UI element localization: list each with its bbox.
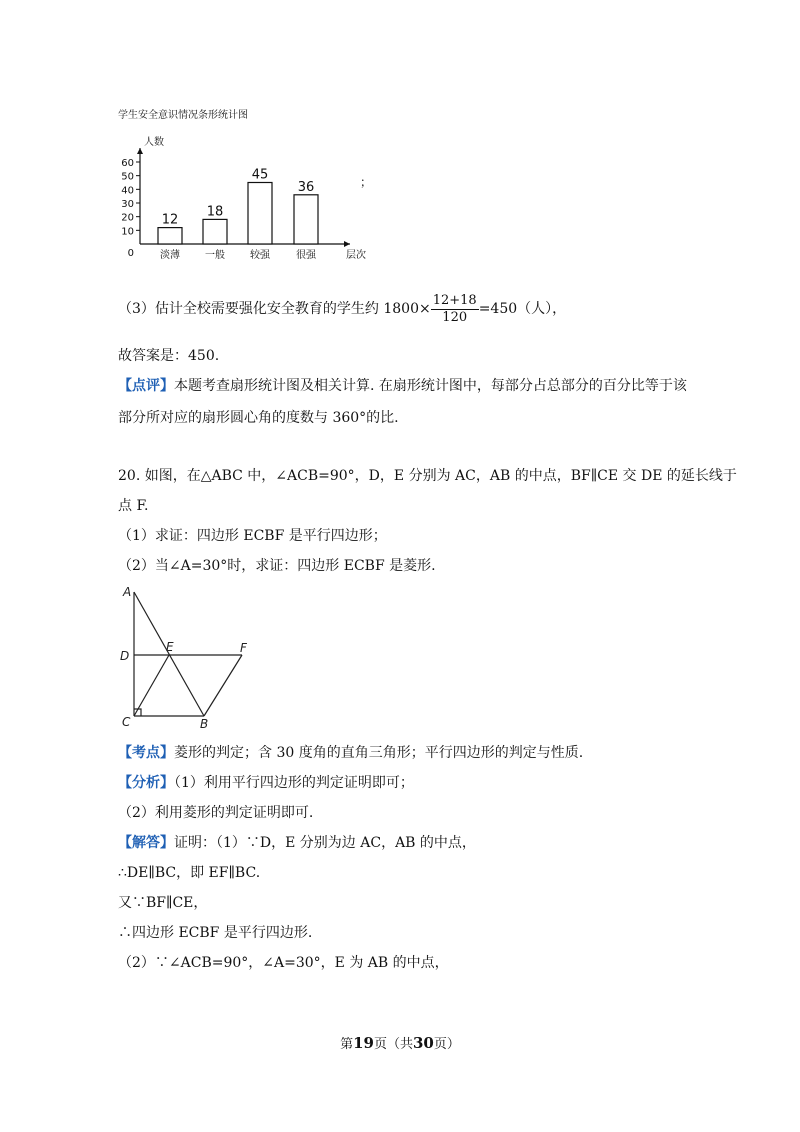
y-axis-arrow bbox=[137, 148, 143, 154]
jieda-line bbox=[118, 833, 476, 853]
chart-title: 学生安全意识情况条形统计图 bbox=[118, 110, 248, 121]
footer-page-number: 19 bbox=[353, 1034, 374, 1052]
q3-line bbox=[118, 292, 566, 326]
y-tick-label: 50 bbox=[121, 171, 134, 183]
footer-pre: 第 bbox=[340, 1037, 354, 1052]
solution-step-1: ∴DE∥BC，即 EF∥BC. bbox=[118, 865, 261, 881]
q3-denominator: 120 bbox=[442, 309, 468, 325]
footer-post: 页） bbox=[433, 1037, 460, 1052]
label-d: D bbox=[120, 649, 130, 663]
bar bbox=[248, 183, 272, 245]
fenxi-line bbox=[118, 773, 414, 793]
x-axis-label: 层次 bbox=[346, 250, 366, 261]
x-axis-arrow bbox=[344, 241, 350, 247]
segment-bf bbox=[204, 655, 242, 716]
bar bbox=[294, 195, 318, 244]
data-label: 12 bbox=[161, 212, 179, 228]
jieda-text: 证明：（1）∵D，E 分别为边 AC，AB 的中点， bbox=[174, 835, 476, 851]
comment-line-2: 部分所对应的扇形圆心角的度数与 360°的比. bbox=[118, 410, 399, 426]
label-f: F bbox=[240, 641, 247, 655]
category-label: 淡薄 bbox=[160, 250, 180, 261]
data-label: 18 bbox=[206, 204, 224, 220]
y-axis-label: 人数 bbox=[144, 137, 164, 148]
bar-chart bbox=[112, 106, 372, 271]
label-a: A bbox=[123, 585, 132, 599]
problem20-line-2: 点 F. bbox=[118, 498, 149, 514]
category-label: 较强 bbox=[250, 250, 270, 261]
answer-line: 故答案是：450. bbox=[118, 348, 220, 364]
y-tick-label: 10 bbox=[121, 226, 134, 238]
bar bbox=[158, 228, 182, 244]
comment-line-1 bbox=[118, 376, 687, 396]
y-tick-label: 60 bbox=[121, 158, 134, 169]
problem20-part-1: （1）求证：四边形 ECBF 是平行四边形； bbox=[118, 528, 387, 544]
data-label: 45 bbox=[251, 167, 269, 183]
kaodian-tag: 【考点】 bbox=[118, 745, 174, 761]
fenxi-text: （1）利用平行四边形的判定证明即可； bbox=[174, 775, 414, 791]
fenxi-tag: 【分析】 bbox=[118, 775, 174, 791]
q3-prefix: （3）估计全校需要强化安全教育的学生约 1800× bbox=[118, 301, 431, 317]
category-label: 一般 bbox=[205, 250, 225, 261]
footer-total-pages: 30 bbox=[413, 1034, 434, 1052]
y-tick-label: 30 bbox=[121, 199, 134, 210]
problem20-part-2: （2）当∠A=30°时，求证：四边形 ECBF 是菱形. bbox=[118, 558, 436, 574]
y-tick-label: 0 bbox=[127, 248, 134, 259]
footer-mid: 页（共 bbox=[373, 1037, 413, 1052]
y-tick-label: 40 bbox=[121, 185, 134, 197]
problem20-line-1: 20. 如图，在△ABC 中，∠ACB=90°，D，E 分别为 AC，AB 的中点，BF∥CE 交 DE 的延长线于 bbox=[118, 468, 737, 484]
q3-numerator: 12+18 bbox=[432, 292, 477, 308]
q3-suffix: =450（人）， bbox=[478, 301, 567, 317]
label-c: C bbox=[122, 715, 131, 729]
geometry-figure bbox=[116, 582, 256, 732]
y-tick-label: 20 bbox=[121, 212, 134, 224]
page-footer bbox=[0, 1033, 800, 1052]
fenxi-line-2: （2）利用菱形的判定证明即可. bbox=[118, 805, 314, 821]
solution-step-4: （2）∵∠ACB=90°，∠A=30°，E 为 AB 的中点， bbox=[118, 955, 449, 971]
label-e: E bbox=[166, 640, 174, 654]
q3-fraction bbox=[431, 293, 479, 326]
data-label: 36 bbox=[297, 179, 315, 195]
bar bbox=[203, 219, 227, 244]
solution-step-2: 又∵BF∥CE， bbox=[118, 895, 208, 911]
label-b: B bbox=[200, 717, 209, 731]
jieda-tag: 【解答】 bbox=[118, 835, 174, 851]
comment-text-1: 本题考查扇形统计图及相关计算. 在扇形统计图中，每部分占总部分的百分比等于该 bbox=[174, 378, 687, 394]
trailing-mark: ； bbox=[359, 175, 372, 189]
segment-ce bbox=[134, 655, 169, 716]
kaodian-text: 菱形的判定；含 30 度角的直角三角形；平行四边形的判定与性质. bbox=[174, 745, 584, 761]
kaodian-line bbox=[118, 743, 583, 763]
comment-tag: 【点评】 bbox=[118, 378, 174, 394]
category-label: 很强 bbox=[296, 250, 316, 261]
solution-step-3: ∴四边形 ECBF 是平行四边形. bbox=[118, 925, 313, 941]
